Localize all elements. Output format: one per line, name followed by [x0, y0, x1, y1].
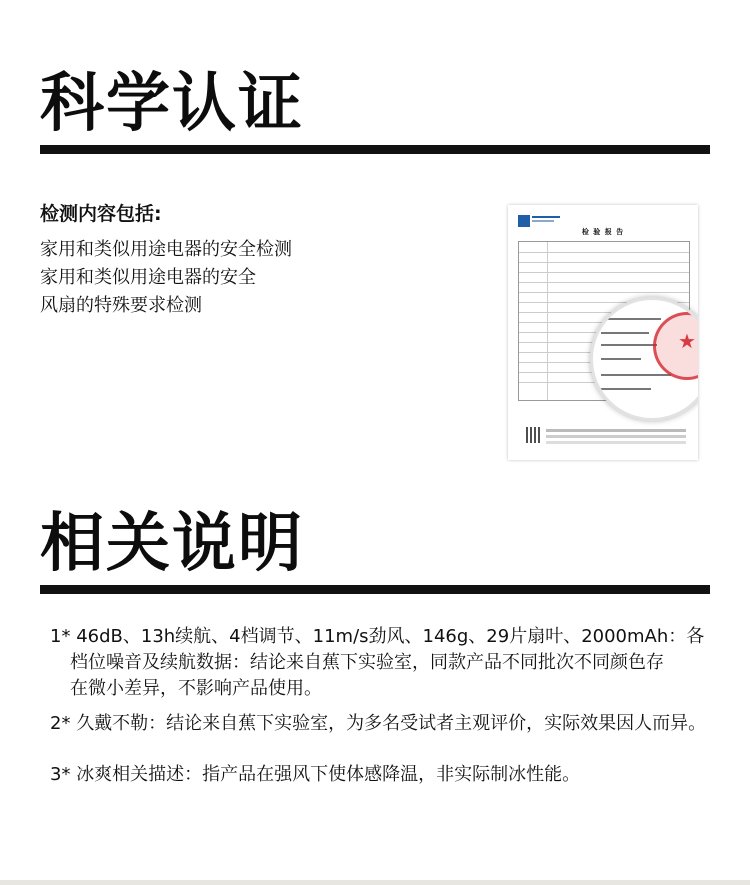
note-text: 久戴不勒：结论来自蕉下实验室，为多名受试者主观评价，实际效果因人而异。 — [76, 713, 707, 734]
note-text: 冰爽相关描述：指产品在强风下使体感降温，非实际制冰性能。 — [76, 764, 581, 785]
content-item: 风扇的特殊要求检测 — [40, 295, 202, 316]
report-footer — [546, 429, 686, 432]
lab-logo-text — [532, 214, 560, 222]
content-item: 家用和类似用途电器的安全 — [40, 267, 256, 288]
note-item — [50, 624, 730, 702]
content-heading: 检测内容包括: — [40, 203, 162, 225]
magnifier-lens — [590, 297, 698, 421]
note-number: 2* — [50, 713, 71, 734]
notes-title: 相关说明 — [40, 507, 304, 581]
note-item — [50, 762, 730, 788]
section-divider — [40, 145, 710, 154]
official-stamp-icon: ★ — [653, 312, 698, 380]
note-number: 3* — [50, 764, 71, 785]
note-text: 档位噪音及续航数据：结论来自蕉下实验室，同款产品不同批次不同颜色存 — [70, 652, 664, 673]
report-title: 检 验 报 告 — [581, 228, 625, 236]
note-text: 在微小差异，不影响产品使用。 — [70, 678, 322, 699]
section-divider — [40, 585, 710, 594]
note-item — [50, 711, 730, 737]
qr-code-icon — [526, 427, 542, 443]
note-text: 46dB、13h续航、4档调节、11m/s劲风、146g、29片扇叶、2000mAh：各 — [76, 626, 705, 647]
content-item: 家用和类似用途电器的安全检测 — [40, 239, 292, 260]
test-report-image — [508, 205, 698, 460]
lab-logo-icon — [518, 215, 530, 227]
certification-title: 科学认证 — [40, 67, 304, 141]
bottom-edge-strip — [0, 880, 750, 885]
note-number: 1* — [50, 626, 71, 647]
